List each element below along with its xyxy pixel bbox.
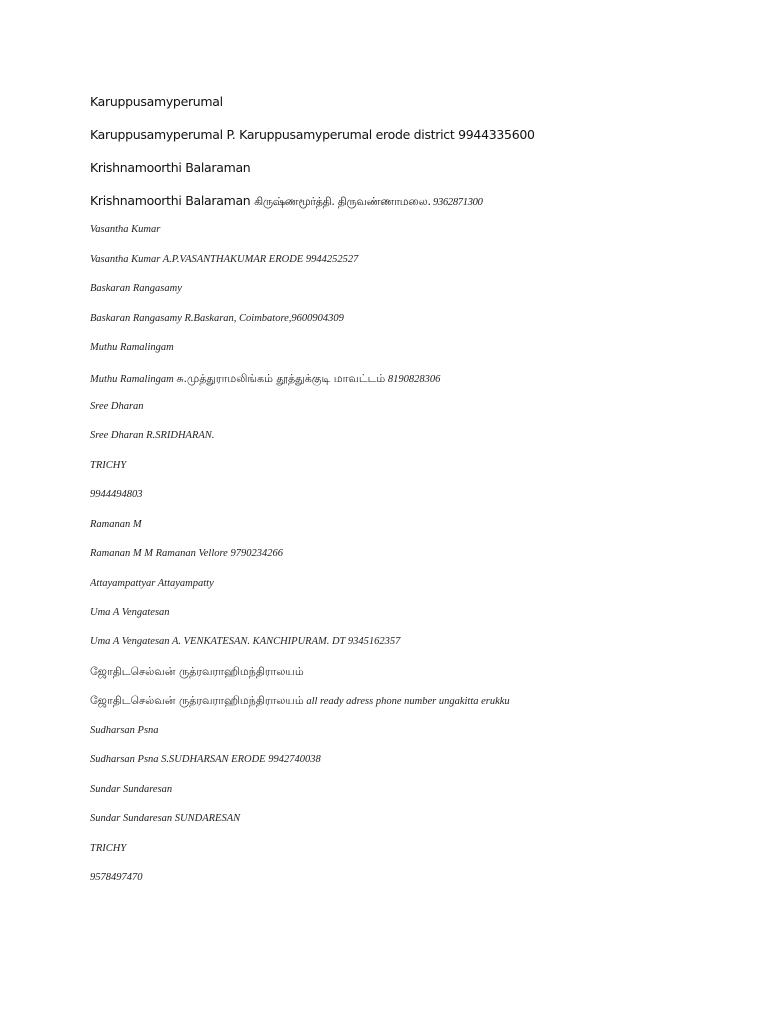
entry-text: Ramanan M	[90, 519, 142, 530]
entry-text: Krishnamoorthi Balaraman	[90, 160, 251, 175]
entry-text: Vasantha Kumar	[90, 224, 161, 235]
tamil-text: சு.முத்துராமலிங்கம் தூத்துக்குடி மாவட்டம்	[176, 372, 386, 385]
entry-name	[90, 665, 748, 680]
entry-text: Attayampattyar Attayampatty	[90, 578, 214, 589]
entry-text: Baskaran Rangasamy	[90, 283, 182, 294]
entry-text: Sree Dharan R.SRIDHARAN.	[90, 430, 215, 441]
entry-details	[90, 193, 748, 210]
entry-text: Muthu Ramalingam	[90, 342, 174, 353]
tamil-text: ஜோதிடசெல்வன் ருத்ரவராஹிமந்திராலயம்	[90, 665, 304, 678]
entry-details	[90, 372, 748, 387]
entry-details	[90, 254, 748, 265]
entry-text: Sudharsan Psna S.SUDHARSAN ERODE 9942740038	[90, 754, 321, 765]
entry-details	[90, 813, 748, 824]
entry-details	[90, 430, 748, 441]
entry-text: Vasantha Kumar A.P.VASANTHAKUMAR ERODE 9944252527	[90, 254, 359, 265]
entry-name	[90, 283, 748, 294]
entry-text: TRICHY	[90, 460, 127, 471]
entry-text: Sree Dharan	[90, 401, 144, 412]
entry-tail: 9362871300	[430, 197, 483, 208]
entry-details	[90, 578, 748, 589]
entry-details	[90, 754, 748, 765]
entry-details	[90, 127, 748, 142]
entry-text: Sundar Sundaresan SUNDARESAN	[90, 813, 241, 824]
entry-text: Uma A Vengatesan	[90, 607, 170, 618]
entry-tail: all ready adress phone number ungakitta erukku	[303, 696, 510, 707]
entry-text: Sudharsan Psna	[90, 725, 159, 736]
entry-name	[90, 160, 748, 175]
entry-text: Ramanan M M Ramanan Vellore 9790234266	[90, 548, 283, 559]
entry-text: Muthu Ramalingam	[90, 374, 174, 385]
entry-text: Krishnamoorthi Balaraman	[90, 193, 251, 208]
entry-text: TRICHY	[90, 843, 127, 854]
entry-name	[90, 725, 748, 736]
entry-name	[90, 342, 748, 353]
entry-details	[90, 313, 748, 324]
tamil-text: கிருஷ்ணமூர்த்தி. திருவண்ணாமலை.	[254, 195, 431, 208]
entry-text: Baskaran Rangasamy R.Baskaran, Coimbatore,9600904309	[90, 313, 344, 324]
entry-text: Karuppusamyperumal	[90, 94, 223, 109]
entry-text: Uma A Vengatesan A. VENKATESAN. KANCHIPURAM. DT 9345162357	[90, 636, 401, 647]
entry-text: Karuppusamyperumal P. Karuppusamyperumal erode district 9944335600	[90, 127, 535, 142]
entry-text: Sundar Sundaresan	[90, 784, 173, 795]
entry-name	[90, 519, 748, 530]
entry-name	[90, 401, 748, 412]
entry-details	[90, 489, 748, 500]
entry-name	[90, 784, 748, 795]
entry-text: 9944494803	[90, 489, 143, 500]
entry-details	[90, 548, 748, 559]
entry-details	[90, 694, 748, 709]
entry-details	[90, 636, 748, 647]
entry-name	[90, 94, 748, 109]
entry-details	[90, 872, 748, 883]
entry-details	[90, 460, 748, 471]
entry-details	[90, 843, 748, 854]
entry-text: 9578497470	[90, 872, 143, 883]
entry-name	[90, 224, 748, 235]
tamil-text: ஜோதிடசெல்வன் ருத்ரவராஹிமந்திராலயம்	[90, 694, 304, 707]
entry-tail: 8190828306	[385, 374, 441, 385]
entry-name	[90, 607, 748, 618]
